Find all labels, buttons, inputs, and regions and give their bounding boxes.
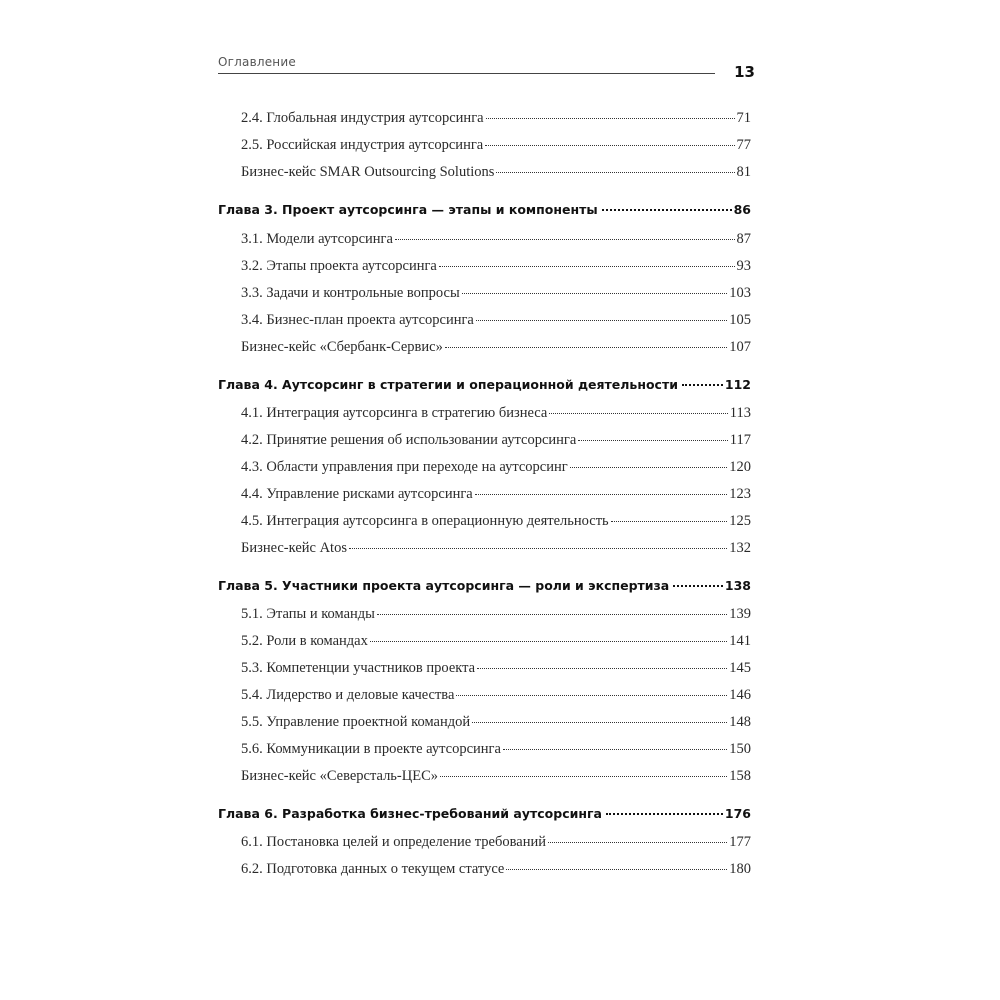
toc-chapter-entry[interactable] xyxy=(218,200,751,220)
toc-chapter-entry[interactable] xyxy=(218,576,751,596)
dot-leader xyxy=(377,614,727,615)
toc-chapter-entry[interactable] xyxy=(218,375,751,395)
toc-entry-title: 5.6. Коммуникации в проекте аутсорсинга xyxy=(241,741,501,757)
toc-entry-title: 6.2. Подготовка данных о текущем статусе xyxy=(241,861,505,877)
toc-entry-page: 158 xyxy=(729,768,751,784)
toc-entry-page: 81 xyxy=(736,164,751,180)
toc-entry-page: 180 xyxy=(729,861,751,877)
dot-leader xyxy=(477,668,727,669)
toc-entry-page: 141 xyxy=(729,633,751,649)
toc-section-entry[interactable] xyxy=(241,229,751,249)
dot-leader xyxy=(503,749,727,750)
dot-leader xyxy=(606,813,723,815)
toc-entry-title: 2.4. Глобальная индустрия аутсорсинга xyxy=(241,110,484,126)
toc-entry-title: Глава 6. Разработка бизнес-требований аутсорсинга xyxy=(218,806,602,821)
dot-leader xyxy=(578,440,727,441)
dot-leader xyxy=(472,722,727,723)
toc-entry-title: Бизнес-кейс «Сбербанк-Сервис» xyxy=(241,339,443,355)
toc-section-entry[interactable] xyxy=(241,484,751,504)
toc-section-entry[interactable] xyxy=(241,511,751,531)
toc-section-entry[interactable] xyxy=(241,135,751,155)
toc-entry-page: 103 xyxy=(729,285,751,301)
dot-leader xyxy=(682,384,723,386)
toc-entry-page: 138 xyxy=(724,578,751,593)
dot-leader xyxy=(370,641,727,642)
toc-entry-page: 177 xyxy=(729,834,751,850)
toc-section-entry[interactable] xyxy=(241,337,751,357)
toc-entry-title: 3.4. Бизнес-план проекта аутсорсинга xyxy=(241,312,474,328)
toc-entry-page: 146 xyxy=(729,687,751,703)
toc-section-entry[interactable] xyxy=(241,256,751,276)
toc-section-entry[interactable] xyxy=(241,403,751,423)
toc-entry-title: Глава 5. Участники проекта аутсорсинга — роли и экспертиза xyxy=(218,578,670,593)
toc-entry-page: 87 xyxy=(736,231,751,247)
toc-entry-title: 5.4. Лидерство и деловые качества xyxy=(241,687,455,703)
running-title: Оглавление xyxy=(218,55,296,69)
toc-section-entry[interactable] xyxy=(241,283,751,303)
toc-entry-title: 5.1. Этапы и команды xyxy=(241,606,375,622)
toc-entry-page: 117 xyxy=(729,432,751,448)
dot-leader xyxy=(549,413,727,414)
toc-chapter-entry[interactable] xyxy=(218,804,751,824)
toc-entry-page: 139 xyxy=(729,606,751,622)
toc-entry-page: 112 xyxy=(724,377,751,392)
toc-section-entry[interactable] xyxy=(241,108,751,128)
dot-leader xyxy=(570,467,728,468)
toc-entry-title: 6.1. Постановка целей и определение требований xyxy=(241,834,546,850)
toc-entry-page: 145 xyxy=(729,660,751,676)
toc-entry-page: 105 xyxy=(729,312,751,328)
dot-leader xyxy=(445,347,727,348)
dot-leader xyxy=(602,209,732,211)
dot-leader xyxy=(349,548,727,549)
toc-section-entry[interactable] xyxy=(241,766,751,786)
toc-section-entry[interactable] xyxy=(241,658,751,678)
toc-entry-title: Бизнес-кейс «Северсталь-ЦЕС» xyxy=(241,768,438,784)
dot-leader xyxy=(439,266,735,267)
dot-leader xyxy=(395,239,735,240)
toc-entry-title: 4.5. Интеграция аутсорсинга в операционную деятельность xyxy=(241,513,609,529)
toc-entry-title: 5.2. Роли в командах xyxy=(241,633,368,649)
toc-entry-title: 4.3. Области управления при переходе на аутсорсинг xyxy=(241,459,568,475)
toc-section-entry[interactable] xyxy=(241,538,751,558)
toc-entry-page: 148 xyxy=(729,714,751,730)
toc-entry-page: 176 xyxy=(724,806,751,821)
dot-leader xyxy=(506,869,727,870)
toc-entry-title: 5.3. Компетенции участников проекта xyxy=(241,660,476,676)
toc-entry-page: 120 xyxy=(729,459,751,475)
dot-leader xyxy=(456,695,727,696)
toc-entry-page: 107 xyxy=(729,339,751,355)
toc-entry-title: 3.3. Задачи и контрольные вопросы xyxy=(241,285,460,301)
toc-entry-page: 150 xyxy=(729,741,751,757)
page-number: 13 xyxy=(734,63,755,81)
dot-leader xyxy=(611,521,728,522)
toc-entry-title: Бизнес-кейс SMAR Outsourcing Solutions xyxy=(241,164,495,180)
toc-section-entry[interactable] xyxy=(241,604,751,624)
toc-entry-page: 123 xyxy=(729,486,751,502)
toc-entry-page: 113 xyxy=(729,405,751,421)
toc-entry-title: 3.2. Этапы проекта аутсорсинга xyxy=(241,258,437,274)
toc-section-entry[interactable] xyxy=(241,712,751,732)
dot-leader xyxy=(673,585,723,587)
toc-section-entry[interactable] xyxy=(241,430,751,450)
toc-entry-page: 77 xyxy=(736,137,751,153)
toc-entry-page: 93 xyxy=(736,258,751,274)
toc-entry-title: 2.5. Российская индустрия аутсорсинга xyxy=(241,137,484,153)
dot-leader xyxy=(440,776,727,777)
dot-leader xyxy=(475,494,728,495)
toc-entry-page: 125 xyxy=(729,513,751,529)
toc-entry-title: 4.4. Управление рисками аутсорсинга xyxy=(241,486,473,502)
toc-section-entry[interactable] xyxy=(241,457,751,477)
toc-entry-title: Бизнес-кейс Atos xyxy=(241,540,347,556)
toc-section-entry[interactable] xyxy=(241,739,751,759)
toc-section-entry[interactable] xyxy=(241,859,751,879)
toc-entry-title: 4.2. Принятие решения об использовании аутсорсинга xyxy=(241,432,577,448)
dot-leader xyxy=(476,320,727,321)
toc-entry-page: 71 xyxy=(736,110,751,126)
toc-section-entry[interactable] xyxy=(241,310,751,330)
toc-entry-title: 3.1. Модели аутсорсинга xyxy=(241,231,393,247)
toc-entry-page: 86 xyxy=(733,202,751,217)
dot-leader xyxy=(462,293,728,294)
toc-entry-title: Глава 3. Проект аутсорсинга — этапы и компоненты xyxy=(218,202,598,217)
dot-leader xyxy=(486,118,735,119)
toc-section-entry[interactable] xyxy=(241,631,751,651)
toc-section-entry[interactable] xyxy=(241,685,751,705)
toc-entry-page: 132 xyxy=(729,540,751,556)
toc-section-entry[interactable] xyxy=(241,832,751,852)
toc-entry-title: 5.5. Управление проектной командой xyxy=(241,714,471,730)
dot-leader xyxy=(496,172,734,173)
toc-section-entry[interactable] xyxy=(241,162,751,182)
dot-leader xyxy=(485,145,734,146)
dot-leader xyxy=(548,842,727,843)
toc-entry-title: Глава 4. Аутсорсинг в стратегии и операционной деятельности xyxy=(218,377,678,392)
toc-entry-title: 4.1. Интеграция аутсорсинга в стратегию бизнеса xyxy=(241,405,548,421)
